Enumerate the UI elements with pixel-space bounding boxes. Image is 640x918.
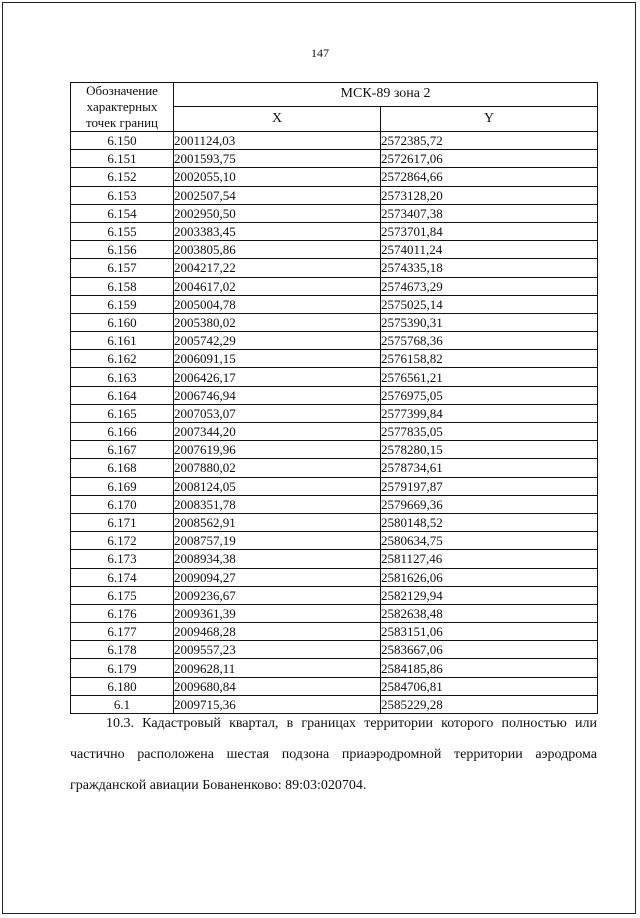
table-row xyxy=(71,204,598,222)
table-row xyxy=(71,277,598,295)
y-coordinate-cell: 2581626,06 xyxy=(381,568,598,586)
point-id-cell: 6.153 xyxy=(71,186,174,204)
point-id-cell: 6.163 xyxy=(71,368,174,386)
x-coordinate-cell: 2005004,78 xyxy=(174,295,381,313)
point-id-cell: 6.162 xyxy=(71,350,174,368)
y-coordinate-cell: 2576561,21 xyxy=(381,368,598,386)
x-coordinate-cell: 2007880,02 xyxy=(174,459,381,477)
table-row xyxy=(71,604,598,622)
table-row xyxy=(71,623,598,641)
table-row xyxy=(71,313,598,331)
table-row xyxy=(71,295,598,313)
y-coordinate-cell: 2580148,52 xyxy=(381,513,598,531)
table-row xyxy=(71,550,598,568)
point-id-cell: 6.177 xyxy=(71,623,174,641)
y-coordinate-cell: 2577399,84 xyxy=(381,404,598,422)
y-coordinate-cell: 2575025,14 xyxy=(381,295,598,313)
y-coordinate-cell: 2582129,94 xyxy=(381,586,598,604)
point-id-cell: 6.152 xyxy=(71,168,174,186)
table-row xyxy=(71,150,598,168)
point-id-cell: 6.158 xyxy=(71,277,174,295)
table-row xyxy=(71,677,598,695)
header-y: Y xyxy=(381,106,598,131)
y-coordinate-cell: 2583667,06 xyxy=(381,641,598,659)
y-coordinate-cell: 2576158,82 xyxy=(381,350,598,368)
x-coordinate-cell: 2008934,38 xyxy=(174,550,381,568)
y-coordinate-cell: 2575768,36 xyxy=(381,332,598,350)
table-row xyxy=(71,659,598,677)
point-id-cell: 6.176 xyxy=(71,604,174,622)
point-id-cell: 6.167 xyxy=(71,441,174,459)
x-coordinate-cell: 2008124,05 xyxy=(174,477,381,495)
x-coordinate-cell: 2002055,10 xyxy=(174,168,381,186)
table-row xyxy=(71,132,598,150)
point-id-cell: 6.160 xyxy=(71,313,174,331)
table-row xyxy=(71,513,598,531)
x-coordinate-cell: 2005742,29 xyxy=(174,332,381,350)
point-id-cell: 6.166 xyxy=(71,423,174,441)
x-coordinate-cell: 2009361,39 xyxy=(174,604,381,622)
page-number: 147 xyxy=(311,46,329,60)
x-coordinate-cell: 2004617,02 xyxy=(174,277,381,295)
point-id-cell: 6.154 xyxy=(71,204,174,222)
point-id-cell: 6.157 xyxy=(71,259,174,277)
table-row xyxy=(71,168,598,186)
x-coordinate-cell: 2007619,96 xyxy=(174,441,381,459)
point-id-cell: 6.156 xyxy=(71,241,174,259)
header-x: X xyxy=(174,106,381,131)
x-coordinate-cell: 2003383,45 xyxy=(174,222,381,240)
point-id-cell: 6.175 xyxy=(71,586,174,604)
x-coordinate-cell: 2009468,28 xyxy=(174,623,381,641)
table-row xyxy=(71,332,598,350)
header-coordinate-system: МСК-89 зона 2 xyxy=(174,83,598,107)
x-coordinate-cell: 2004217,22 xyxy=(174,259,381,277)
y-coordinate-cell: 2572864,66 xyxy=(381,168,598,186)
x-coordinate-cell: 2001124,03 xyxy=(174,132,381,150)
y-coordinate-cell: 2584185,86 xyxy=(381,659,598,677)
y-coordinate-cell: 2584706,81 xyxy=(381,677,598,695)
table-row xyxy=(71,532,598,550)
table-row xyxy=(71,459,598,477)
x-coordinate-cell: 2009236,67 xyxy=(174,586,381,604)
x-coordinate-cell: 2009715,36 xyxy=(174,695,381,713)
point-id-cell: 6.168 xyxy=(71,459,174,477)
table-row xyxy=(71,641,598,659)
y-coordinate-cell: 2573701,84 xyxy=(381,222,598,240)
table-row xyxy=(71,259,598,277)
point-id-cell: 6.155 xyxy=(71,222,174,240)
x-coordinate-cell: 2007053,07 xyxy=(174,404,381,422)
table-row xyxy=(71,350,598,368)
table-row xyxy=(71,423,598,441)
y-coordinate-cell: 2578734,61 xyxy=(381,459,598,477)
y-coordinate-cell: 2580634,75 xyxy=(381,532,598,550)
point-id-cell: 6.164 xyxy=(71,386,174,404)
point-id-cell: 6.173 xyxy=(71,550,174,568)
x-coordinate-cell: 2006426,17 xyxy=(174,368,381,386)
x-coordinate-cell: 2008351,78 xyxy=(174,495,381,513)
x-coordinate-cell: 2009680,84 xyxy=(174,677,381,695)
y-coordinate-cell: 2578280,15 xyxy=(381,441,598,459)
table-row xyxy=(71,404,598,422)
y-coordinate-cell: 2574673,29 xyxy=(381,277,598,295)
y-coordinate-cell: 2583151,06 xyxy=(381,623,598,641)
x-coordinate-cell: 2003805,86 xyxy=(174,241,381,259)
x-coordinate-cell: 2002950,50 xyxy=(174,204,381,222)
point-id-cell: 6.169 xyxy=(71,477,174,495)
y-coordinate-cell: 2573128,20 xyxy=(381,186,598,204)
point-id-cell: 6.159 xyxy=(71,295,174,313)
header-point-designation: Обозначение характерных точек границ xyxy=(71,83,174,132)
point-id-cell: 6.178 xyxy=(71,641,174,659)
x-coordinate-cell: 2009094,27 xyxy=(174,568,381,586)
y-coordinate-cell: 2574011,24 xyxy=(381,241,598,259)
point-id-cell: 6.170 xyxy=(71,495,174,513)
y-coordinate-cell: 2572617,06 xyxy=(381,150,598,168)
cadastral-paragraph: 10.3. Кадастровый квартал, в границах территории которого полностью или частично расположена шестая подзона приаэродромной территории аэродрома гражданской авиации Бованенково: 89:03:020704. xyxy=(70,716,597,793)
table-row xyxy=(71,568,598,586)
table-row xyxy=(71,386,598,404)
table-row xyxy=(71,222,598,240)
table-row xyxy=(71,241,598,259)
x-coordinate-cell: 2009557,23 xyxy=(174,641,381,659)
x-coordinate-cell: 2008757,19 xyxy=(174,532,381,550)
coordinates-table xyxy=(70,82,598,714)
y-coordinate-cell: 2581127,46 xyxy=(381,550,598,568)
point-id-cell: 6.151 xyxy=(71,150,174,168)
point-id-cell: 6.150 xyxy=(71,132,174,150)
y-coordinate-cell: 2579197,87 xyxy=(381,477,598,495)
table-row xyxy=(71,368,598,386)
point-id-cell: 6.161 xyxy=(71,332,174,350)
point-id-cell: 6.172 xyxy=(71,532,174,550)
table-row xyxy=(71,586,598,604)
table-row xyxy=(71,186,598,204)
point-id-cell: 6.179 xyxy=(71,659,174,677)
y-coordinate-cell: 2579669,36 xyxy=(381,495,598,513)
table-row xyxy=(71,441,598,459)
table-row xyxy=(71,495,598,513)
x-coordinate-cell: 2005380,02 xyxy=(174,313,381,331)
x-coordinate-cell: 2002507,54 xyxy=(174,186,381,204)
y-coordinate-cell: 2575390,31 xyxy=(381,313,598,331)
point-id-cell: 6.174 xyxy=(71,568,174,586)
x-coordinate-cell: 2006091,15 xyxy=(174,350,381,368)
y-coordinate-cell: 2572385,72 xyxy=(381,132,598,150)
y-coordinate-cell: 2576975,05 xyxy=(381,386,598,404)
y-coordinate-cell: 2585229,28 xyxy=(381,695,598,713)
y-coordinate-cell: 2577835,05 xyxy=(381,423,598,441)
x-coordinate-cell: 2009628,11 xyxy=(174,659,381,677)
x-coordinate-cell: 2007344,20 xyxy=(174,423,381,441)
x-coordinate-cell: 2006746,94 xyxy=(174,386,381,404)
y-coordinate-cell: 2573407,38 xyxy=(381,204,598,222)
y-coordinate-cell: 2574335,18 xyxy=(381,259,598,277)
point-id-cell: 6.180 xyxy=(71,677,174,695)
table-row xyxy=(71,477,598,495)
x-coordinate-cell: 2008562,91 xyxy=(174,513,381,531)
y-coordinate-cell: 2582638,48 xyxy=(381,604,598,622)
point-id-cell: 6.1 xyxy=(71,695,174,713)
point-id-cell: 6.171 xyxy=(71,513,174,531)
x-coordinate-cell: 2001593,75 xyxy=(174,150,381,168)
point-id-cell: 6.165 xyxy=(71,404,174,422)
